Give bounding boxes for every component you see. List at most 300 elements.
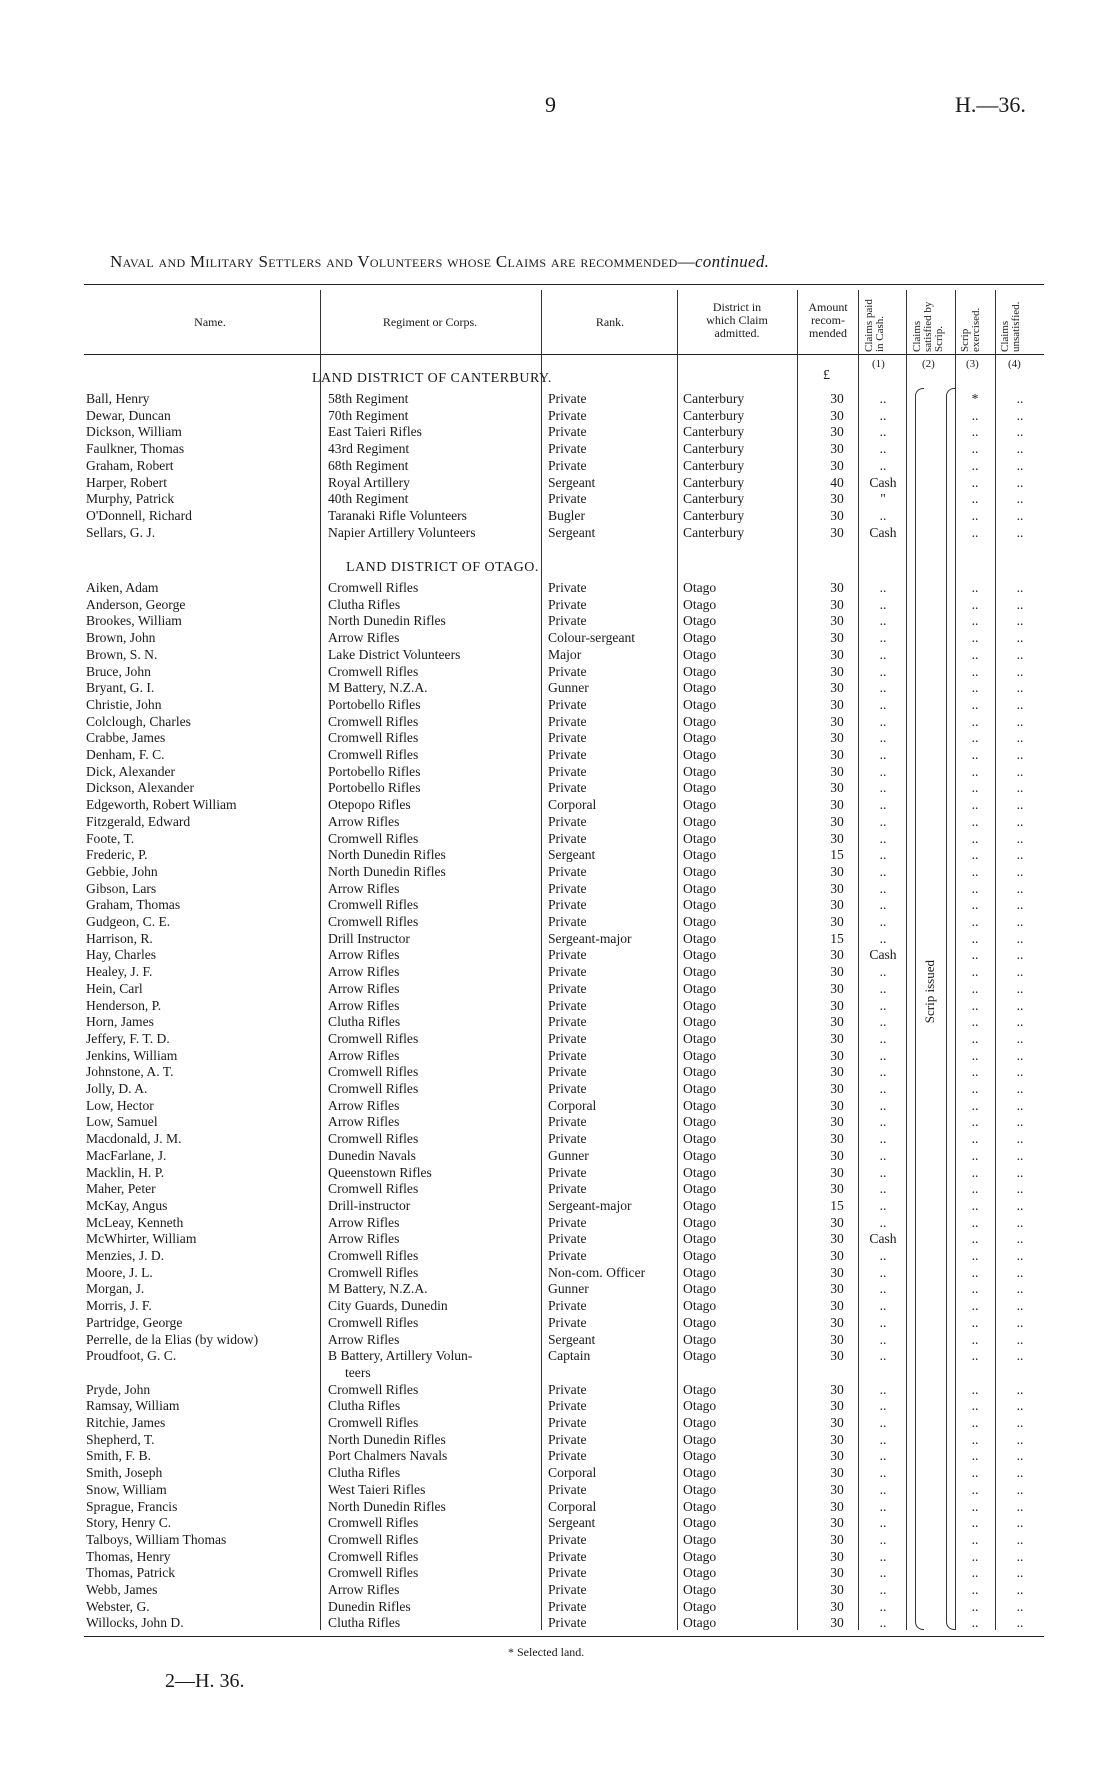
cell-name: Harper, Robert [86,474,167,490]
cell-district: Otago [683,1598,717,1614]
cell-cash: .. [879,1264,887,1280]
cell-unsatisfied: .. [1016,1565,1024,1581]
cell-unsatisfied: .. [1016,1531,1024,1547]
cell-rank: Private [548,747,587,762]
cell-rank: Private [548,1565,587,1581]
cell-unsatisfied: .. [1016,713,1024,729]
cell-rank: Sergeant-major [548,1197,632,1213]
cell-cash: .. [879,441,887,457]
cell-unsatisfied: .. [1016,1081,1024,1096]
cell-regiment: 70th Regiment [328,407,409,423]
cell-cash: .. [879,1348,887,1364]
cell-unsatisfied: .. [1016,1381,1024,1397]
cell-exercised: .. [971,1047,979,1063]
cell-name: Dick, Alexander [86,763,176,779]
cell-amount: 30 [830,1498,844,1514]
cell-name: Dewar, Duncan [86,407,171,423]
cell-rank: Private [548,897,587,913]
cell-amount: 30 [830,897,844,913]
cell-regiment: Otepopo Rifles [328,797,411,813]
cell-regiment: B Battery, Artillery Volun- [328,1348,473,1364]
cell-cash: .. [879,880,887,896]
cell-district: Canterbury [683,457,745,473]
cell-exercised: .. [971,763,979,779]
header-exercised: Scrip exercised. [959,307,982,352]
cell-cash: .. [879,1281,887,1297]
cell-amount: 30 [830,1214,844,1230]
cell-unsatisfied: .. [1016,1147,1024,1163]
cell-regiment: Cromwell Rifles [328,730,419,746]
cell-regiment: Arrow Rifles [328,1331,400,1347]
cell-district: Canterbury [683,474,745,490]
cell-district: Otago [683,1548,717,1564]
cell-amount: 30 [830,1582,844,1597]
cell-rank: Corporal [548,1498,597,1514]
cell-district: Otago [683,613,717,629]
cell-district: Otago [683,880,717,896]
cell-amount: 30 [830,491,844,507]
cell-unsatisfied: .. [1016,524,1024,540]
cell-rank: Private [548,1064,587,1080]
cell-cash: .. [879,780,887,796]
cell-rank: Private [548,1415,587,1430]
cell-regiment: Cromwell Rifles [328,1531,419,1547]
cell-name: Macdonald, J. M. [86,1131,182,1147]
cell-rank: Sergeant-major [548,930,632,946]
cell-cash: Cash [869,947,897,963]
cell-exercised: .. [971,441,979,457]
cell-regiment: Arrow Rifles [328,964,400,980]
cell-amount: 30 [830,1248,844,1263]
cell-unsatisfied: .. [1016,1214,1024,1230]
cell-regiment: Portobello Rifles [328,696,421,712]
cell-district: Otago [683,1081,717,1096]
cell-unsatisfied: .. [1016,1331,1024,1347]
cell-name: Henderson, P. [86,997,162,1013]
cell-name: Jenkins, William [86,1047,178,1063]
cell-rank: Private [548,1030,587,1046]
cell-district: Otago [683,1381,717,1397]
cell-cash: .. [879,1615,887,1631]
cell-unsatisfied: .. [1016,763,1024,779]
cell-unsatisfied: .. [1016,1114,1024,1130]
cell-name: Low, Samuel [86,1114,158,1130]
cell-district: Otago [683,747,717,762]
cell-rank: Private [548,1214,587,1230]
cell-regiment: North Dunedin Rifles [328,1431,446,1447]
cell-cash: .. [879,897,887,913]
cell-amount: 30 [830,1398,844,1414]
cell-unsatisfied: .. [1016,696,1024,712]
cell-exercised: .. [971,1565,979,1581]
col-number-2: (2) [922,358,935,370]
cell-name: Shepherd, T. [86,1431,155,1447]
cell-regiment: Royal Artillery [328,474,410,490]
cell-district: Otago [683,663,717,679]
cell-cash: .. [879,1515,887,1531]
cell-rank: Corporal [548,1097,597,1113]
cell-rank: Private [548,1047,587,1063]
cell-regiment: Arrow Rifles [328,997,400,1013]
cell-cash: .. [879,1331,887,1347]
cell-rank: Captain [548,1348,591,1364]
section-title-otago: LAND DISTRICT OF OTAGO. [346,560,539,575]
cell-regiment: Clutha Rifles [328,1398,401,1414]
cell-amount: 30 [830,1381,844,1397]
cell-cash: .. [879,747,887,762]
cell-cash: .. [879,980,887,996]
cell-unsatisfied: .. [1016,930,1024,946]
cell-amount: 30 [830,1147,844,1163]
page-number: 9 [545,92,556,117]
cell-rank: Major [548,646,582,662]
cell-amount: 30 [830,524,844,540]
cell-cash: .. [879,1047,887,1063]
cell-cash: .. [879,1197,887,1213]
cell-amount: 30 [830,1448,844,1464]
cell-district: Otago [683,1264,717,1280]
footnote: * Selected land. [508,1645,585,1659]
cell-name: Smith, F. B. [86,1448,152,1464]
cell-amount: 30 [830,424,844,440]
cell-rank: Private [548,663,587,679]
cell-cash: .. [879,1481,887,1497]
cell-amount: 30 [830,1114,844,1130]
cell-amount: 30 [830,630,844,646]
cell-amount: 30 [830,830,844,846]
cell-rank: Private [548,1164,587,1180]
cell-cash: .. [879,407,887,423]
cell-cash: .. [879,507,887,523]
cell-unsatisfied: .. [1016,1431,1024,1447]
cell-district: Otago [683,1064,717,1080]
cell-rank: Gunner [548,1281,589,1297]
cell-unsatisfied: .. [1016,1515,1024,1531]
cell-regiment: Taranaki Rifle Volunteers [328,507,467,523]
cell-name: Brookes, William [86,613,182,629]
cell-rank: Private [548,613,587,629]
cell-rank: Sergeant [548,1515,596,1531]
cell-rank: Private [548,1531,587,1547]
cell-exercised: .. [971,1197,979,1213]
cell-district: Otago [683,797,717,813]
footer-code: 2—H. 36. [165,1670,245,1692]
cell-district: Canterbury [683,507,745,523]
cell-rank: Private [548,696,587,712]
cell-amount: 30 [830,863,844,879]
cell-exercised: .. [971,507,979,523]
cell-cash: .. [879,391,887,406]
cell-unsatisfied: .. [1016,1398,1024,1414]
cell-rank: Private [548,1381,587,1397]
cell-exercised: .. [971,613,979,629]
cell-unsatisfied: .. [1016,897,1024,913]
cell-rank: Private [548,1181,587,1197]
cell-name: Moore, J. L. [86,1264,153,1280]
cell-exercised: .. [971,1615,979,1631]
cell-name: McLeay, Kenneth [86,1214,184,1230]
cell-unsatisfied: .. [1016,1047,1024,1063]
cell-rank: Non-com. Officer [548,1264,646,1280]
scrip-issued-label: Scrip issued [922,960,937,1024]
cell-name: Foote, T. [86,830,135,846]
cell-cash: Cash [869,474,897,490]
cell-cash: .. [879,1298,887,1314]
cell-unsatisfied: .. [1016,1314,1024,1330]
cell-rank: Private [548,1548,587,1564]
cell-name: Hay, Charles [86,947,157,963]
cell-district: Otago [683,1431,717,1447]
cell-name: Gudgeon, C. E. [86,914,171,929]
cell-cash: .. [879,663,887,679]
cell-exercised: .. [971,696,979,712]
cell-regiment: Cromwell Rifles [328,713,419,729]
cell-cash: .. [879,1014,887,1030]
cell-cash: .. [879,997,887,1013]
cell-unsatisfied: .. [1016,1197,1024,1213]
cell-regiment: Lake District Volunteers [328,646,461,662]
cell-name: Brown, S. N. [86,646,158,662]
cell-cash: .. [879,763,887,779]
cell-regiment: Cromwell Rifles [328,1565,419,1581]
cell-regiment: Dunedin Navals [328,1147,416,1163]
cell-district: Otago [683,1348,717,1364]
cell-regiment: Cromwell Rifles [328,1030,419,1046]
cell-exercised: .. [971,1381,979,1397]
cell-amount: 30 [830,797,844,813]
cell-amount: 30 [830,1481,844,1497]
cell-unsatisfied: .. [1016,457,1024,473]
cell-name: Graham, Robert [86,457,174,473]
cell-rank: Private [548,407,587,423]
cell-cash: .. [879,1598,887,1614]
cell-unsatisfied: .. [1016,780,1024,796]
cell-exercised: .. [971,580,979,595]
cell-amount: 30 [830,613,844,629]
cell-regiment: M Battery, N.Z.A. [328,680,428,696]
cell-unsatisfied: .. [1016,1598,1024,1614]
cell-amount: 30 [830,880,844,896]
cell-exercised: .. [971,1214,979,1230]
cell-district: Otago [683,914,717,929]
cell-rank: Private [548,1431,587,1447]
cell-unsatisfied: .. [1016,1097,1024,1113]
cell-cash: .. [879,1448,887,1464]
cell-name: Talboys, William Thomas [86,1531,227,1547]
cell-district: Otago [683,680,717,696]
header-unsatisfied: Claims unsatisfied. [999,301,1022,352]
cell-district: Otago [683,1197,717,1213]
cell-rank: Private [548,730,587,746]
cell-name: Pryde, John [86,1381,151,1397]
cell-unsatisfied: .. [1016,680,1024,696]
cell-amount: 30 [830,763,844,779]
cell-exercised: .. [971,1481,979,1497]
cell-regiment: Cromwell Rifles [328,580,419,595]
cell-exercised: .. [971,1498,979,1514]
cell-amount: 30 [830,1298,844,1314]
cell-unsatisfied: .. [1016,1281,1024,1297]
cell-amount: 30 [830,730,844,746]
cell-rank: Private [548,1398,587,1414]
cell-regiment: 43rd Regiment [328,441,410,457]
cell-district: Otago [683,1014,717,1030]
cell-unsatisfied: .. [1016,1498,1024,1514]
cell-unsatisfied: .. [1016,474,1024,490]
cell-name: Faulkner, Thomas [86,441,185,457]
cell-unsatisfied: .. [1016,596,1024,612]
cell-name: McKay, Angus [86,1197,168,1213]
cell-cash: .. [879,696,887,712]
cell-regiment: Cromwell Rifles [328,1131,419,1147]
cell-district: Otago [683,1565,717,1581]
cell-rank: Private [548,1481,587,1497]
cell-name: Smith, Joseph [86,1465,163,1481]
cell-regiment: Queenstown Rifles [328,1164,432,1180]
cell-regiment: Cromwell Rifles [328,1064,419,1080]
cell-unsatisfied: .. [1016,507,1024,523]
cell-regiment: Drill Instructor [328,930,410,946]
cell-district: Otago [683,1582,717,1597]
header-amount: Amount recom- mended [808,300,848,340]
cell-regiment: North Dunedin Rifles [328,613,446,629]
cell-name: Menzies, J. D. [86,1248,165,1263]
cell-amount: 30 [830,1181,844,1197]
cell-exercised: .. [971,964,979,980]
cell-amount: 30 [830,1164,844,1180]
cell-exercised: .. [971,730,979,746]
cell-unsatisfied: .. [1016,1481,1024,1497]
cell-regiment: Arrow Rifles [328,630,400,646]
cell-amount: 30 [830,596,844,612]
cell-amount: 30 [830,1598,844,1614]
cell-exercised: .. [971,1582,979,1597]
cell-rank: Sergeant [548,524,596,540]
cell-exercised: .. [971,747,979,762]
page-code: H.—36. [955,92,1026,117]
cell-district: Otago [683,897,717,913]
cell-rank: Private [548,1448,587,1464]
cell-cash: .. [879,457,887,473]
cell-unsatisfied: .. [1016,1248,1024,1263]
cell-regiment: Arrow Rifles [328,813,400,829]
cell-exercised: .. [971,663,979,679]
cell-cash: .. [879,580,887,595]
cell-rank: Private [548,830,587,846]
cell-exercised: .. [971,1398,979,1414]
cell-name: Graham, Thomas [86,897,181,913]
cell-name: Colclough, Charles [86,713,191,729]
cell-cash: .. [879,1548,887,1564]
cell-district: Otago [683,730,717,746]
cell-district: Otago [683,1481,717,1497]
cell-district: Otago [683,1147,717,1163]
cell-amount: 30 [830,696,844,712]
cell-rank: Private [548,980,587,996]
cell-name: Jeffery, F. T. D. [86,1030,170,1046]
cell-name: Crabbe, James [86,730,166,746]
cell-amount: 30 [830,1465,844,1481]
cell-unsatisfied: .. [1016,980,1024,996]
cell-rank: Private [548,1114,587,1130]
cell-unsatisfied: .. [1016,730,1024,746]
cell-exercised: .. [971,1164,979,1180]
cell-district: Otago [683,1248,717,1263]
cell-unsatisfied: .. [1016,1064,1024,1080]
cell-amount: 30 [830,441,844,457]
cell-district: Otago [683,580,717,595]
cell-exercised: .. [971,713,979,729]
cell-name: Healey, J. F. [86,964,153,980]
cell-exercised: .. [971,680,979,696]
cell-regiment: Cromwell Rifles [328,914,419,929]
cell-exercised: .. [971,930,979,946]
cell-name: Maher, Peter [86,1181,156,1197]
section-title-canterbury: LAND DISTRICT OF CANTERBURY. [312,371,552,386]
cell-exercised: .. [971,914,979,929]
cell-exercised: .. [971,1298,979,1314]
cell-name: Bruce, John [86,663,151,679]
cell-amount: 30 [830,1348,844,1364]
cell-cash: .. [879,713,887,729]
cell-district: Otago [683,1047,717,1063]
cell-unsatisfied: .. [1016,1030,1024,1046]
cell-unsatisfied: .. [1016,914,1024,929]
cell-rank: Private [548,763,587,779]
cell-amount: 30 [830,1097,844,1113]
cell-name: Bryant, G. I. [86,680,155,696]
header-rank: Rank. [595,315,625,329]
cell-unsatisfied: .. [1016,863,1024,879]
cell-cash: .. [879,424,887,440]
cell-exercised: .. [971,813,979,829]
cell-amount: 30 [830,1014,844,1030]
cell-exercised: .. [971,424,979,440]
cell-rank: Private [548,964,587,980]
cell-name: Hein, Carl [86,980,143,996]
cell-cash: .. [879,1531,887,1547]
cell-exercised: .. [971,947,979,963]
cell-regiment: Cromwell Rifles [328,1181,419,1197]
cell-exercised: .. [971,1415,979,1430]
cell-unsatisfied: .. [1016,947,1024,963]
cell-amount: 30 [830,1064,844,1080]
cell-cash: .. [879,1081,887,1096]
cell-exercised: .. [971,457,979,473]
cell-unsatisfied: .. [1016,797,1024,813]
cell-cash: .. [879,1214,887,1230]
cell-name: Webster, G. [86,1598,150,1614]
cell-exercised: .. [971,524,979,540]
cell-rank: Corporal [548,1465,597,1481]
caption-main: Naval and Military Settlers and Volunteers whose Claims are recommended— [110,252,695,271]
cell-exercised: .. [971,980,979,996]
cell-unsatisfied: .. [1016,1615,1024,1631]
cell-amount: 30 [830,947,844,963]
cell-unsatisfied: .. [1016,1231,1024,1247]
cell-district: Otago [683,630,717,646]
cell-amount: 30 [830,407,844,423]
cell-rank: Gunner [548,680,589,696]
cell-amount: 30 [830,997,844,1013]
cell-name: Story, Henry C. [86,1515,172,1531]
cell-regiment: 58th Regiment [328,391,409,406]
cell-rank: Private [548,491,587,507]
cell-rank: Gunner [548,1147,589,1163]
cell-district: Otago [683,763,717,779]
cell-regiment: Cromwell Rifles [328,1381,419,1397]
cell-regiment: Clutha Rifles [328,1014,401,1030]
